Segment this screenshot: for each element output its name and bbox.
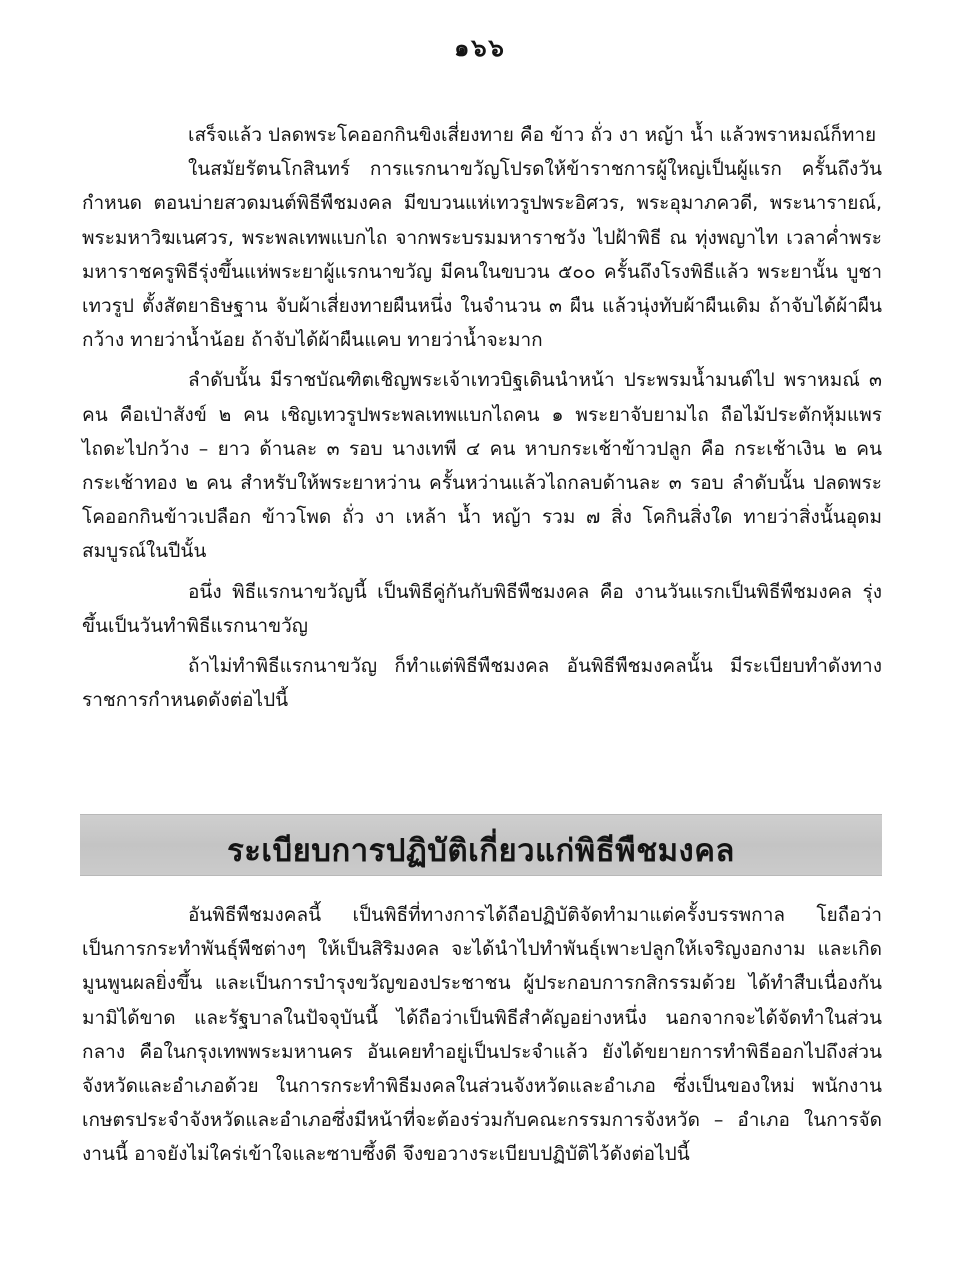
paragraph: อันพิธีพืชมงคลนี้ เป็นพิธีที่ทางการได้ถือปฏิบัติจัดทำมาแต่ครั้งบรรพกาล โยถือว่าเป็นการกระทำพันธุ์พืชต่างๆ ให้เป็นสิริมงคล จะได้นำไปทำพันธุ์เพาะปลูกให้เจริญงอกงาม และเกิดมูนพูนผลยิ่งขึ้น และเป็นการบำรุงขวัญของประชาชน ผู้ประกอบการกสิกรรมด้วย ได้ทำสืบเนื่องกันมามิได้ขาด และรัฐบาลในปัจจุบันนี้ ได้ถือว่าเป็นพิธีสำคัญอย่างหนึ่ง นอกจากจะได้จัดทำในส่วนกลาง คือในกรุงเทพพระมหานคร อันเคยทำอยู่เป็นประจำแล้ว ยังได้ขยายการทำพิธีออกไปถึงส่วนจังหวัดและอำเภอด้วย ในการกระทำพิธีมงคลในส่วนจังหวัดและอำเภอ ซึ่งเป็นของใหม่ พนักงานเกษตรประจำจังหวัดและอำเภอซึ่งมีหน้าที่จะต้องร่วมกับคณะกรรมการจังหวัด – อำเภอ ในการจัดงานนี้ อาจยังไม่ใคร่เข้าใจและซาบซึ้งดี จึงขอวางระเบียบปฏิบัติไว้ดังต่อไปนี้: [82, 904, 882, 1166]
body-text-top: [82, 118, 882, 717]
page-number: ๑๖๖: [454, 34, 506, 62]
body-text-bottom: [82, 898, 882, 1172]
section-heading: ระเบียบการปฏิบัติเกี่ยวแก่พิธีพืชมงคล: [227, 833, 735, 869]
paragraph: ในสมัยรัตนโกสินทร์ การแรกนาขวัญโปรดให้ข้าราชการผู้ใหญ่เป็นผู้แรก ครั้นถึงวันกำหนด ตอนบ่ายสวดมนต์พิธีพืชมงคล มีขบวนแห่เทวรูปพระอิศวร, พระอุมาภควดี, พระนารายณ์, พระมหาวิฆเนศวร, พระพลเทพแบกไถ จากพระบรมมหาราชวัง ไปฝ้าพิธี ณ ทุ่งพญาไท เวลาค่ำพระมหาราชครูพิธีรุ่งขึ้นแห่พระยาผู้แรกนาขวัญ มีคนในขบวน ๕๐๐ ครั้นถึงโรงพิธีแล้ว พระยานั้น บูชาเทวรูป ตั้งสัตยาธิษฐาน จับผ้าเสี่ยงทายผืนหนึ่ง ในจำนวน ๓ ผืน แล้วนุ่งทับผ้าผืนเดิม ถ้าจับได้ผ้าผืนกว้าง ทายว่าน้ำน้อย ถ้าจับได้ผ้าผืนแคบ ทายว่าน้ำจะมาก: [82, 158, 882, 352]
paragraph: ถ้าไม่ทำพิธีแรกนาขวัญ ก็ทำแต่พิธีพืชมงคล อันพิธีพืชมงคลนั้น มีระเบียบทำดังทางราชการกำหนดดังต่อไปนี้: [82, 655, 882, 712]
section-heading-band: [80, 814, 882, 876]
paragraph: ลำดับนั้น มีราชบัณฑิตเชิญพระเจ้าเทวบิฐเดินนำหน้า ประพรมน้ำมนต์ไป พราหมณ์ ๓ คน คือเป่าสังข์ ๒ คน เชิญเทวรูปพระพลเทพแบกไถคน ๑ พระยาจับยามไถ ถือไม้ประตักหุ้มแพร ไถดะไปกว้าง – ยาว ด้านละ ๓ รอบ นางเทพี ๔ คน หาบกระเช้าข้าวปลูก คือ กระเช้าเงิน ๒ คน กระเช้าทอง ๒ คน สำหรับให้พระยาหว่าน ครั้นหว่านแล้วไถกลบด้านละ ๓ รอบ ลำดับนั้น ปลดพระโคออกกินข้าวเปลือก ข้าวโพด ถั่ว งา เหล้า น้ำ หญ้า รวม ๗ สิ่ง โคกินสิ่งใด ทายว่าสิ่งนั้นอุดมสมบูรณ์ในปีนั้น: [82, 369, 882, 563]
paragraph: เสร็จแล้ว ปลดพระโคออกกินขิงเสี่ยงทาย คือ ข้าว ถั่ว งา หญ้า น้ำ แล้วพราหมณ์ก็ทาย: [188, 124, 877, 146]
paragraph: อนึ่ง พิธีแรกนาขวัญนี้ เป็นพิธีคู่กันกับพิธีพืชมงคล คือ งานวันแรกเป็นพิธีพืชมงคล รุ่งขึ้นเป็นวันทำพิธีแรกนาขวัญ: [82, 580, 882, 637]
